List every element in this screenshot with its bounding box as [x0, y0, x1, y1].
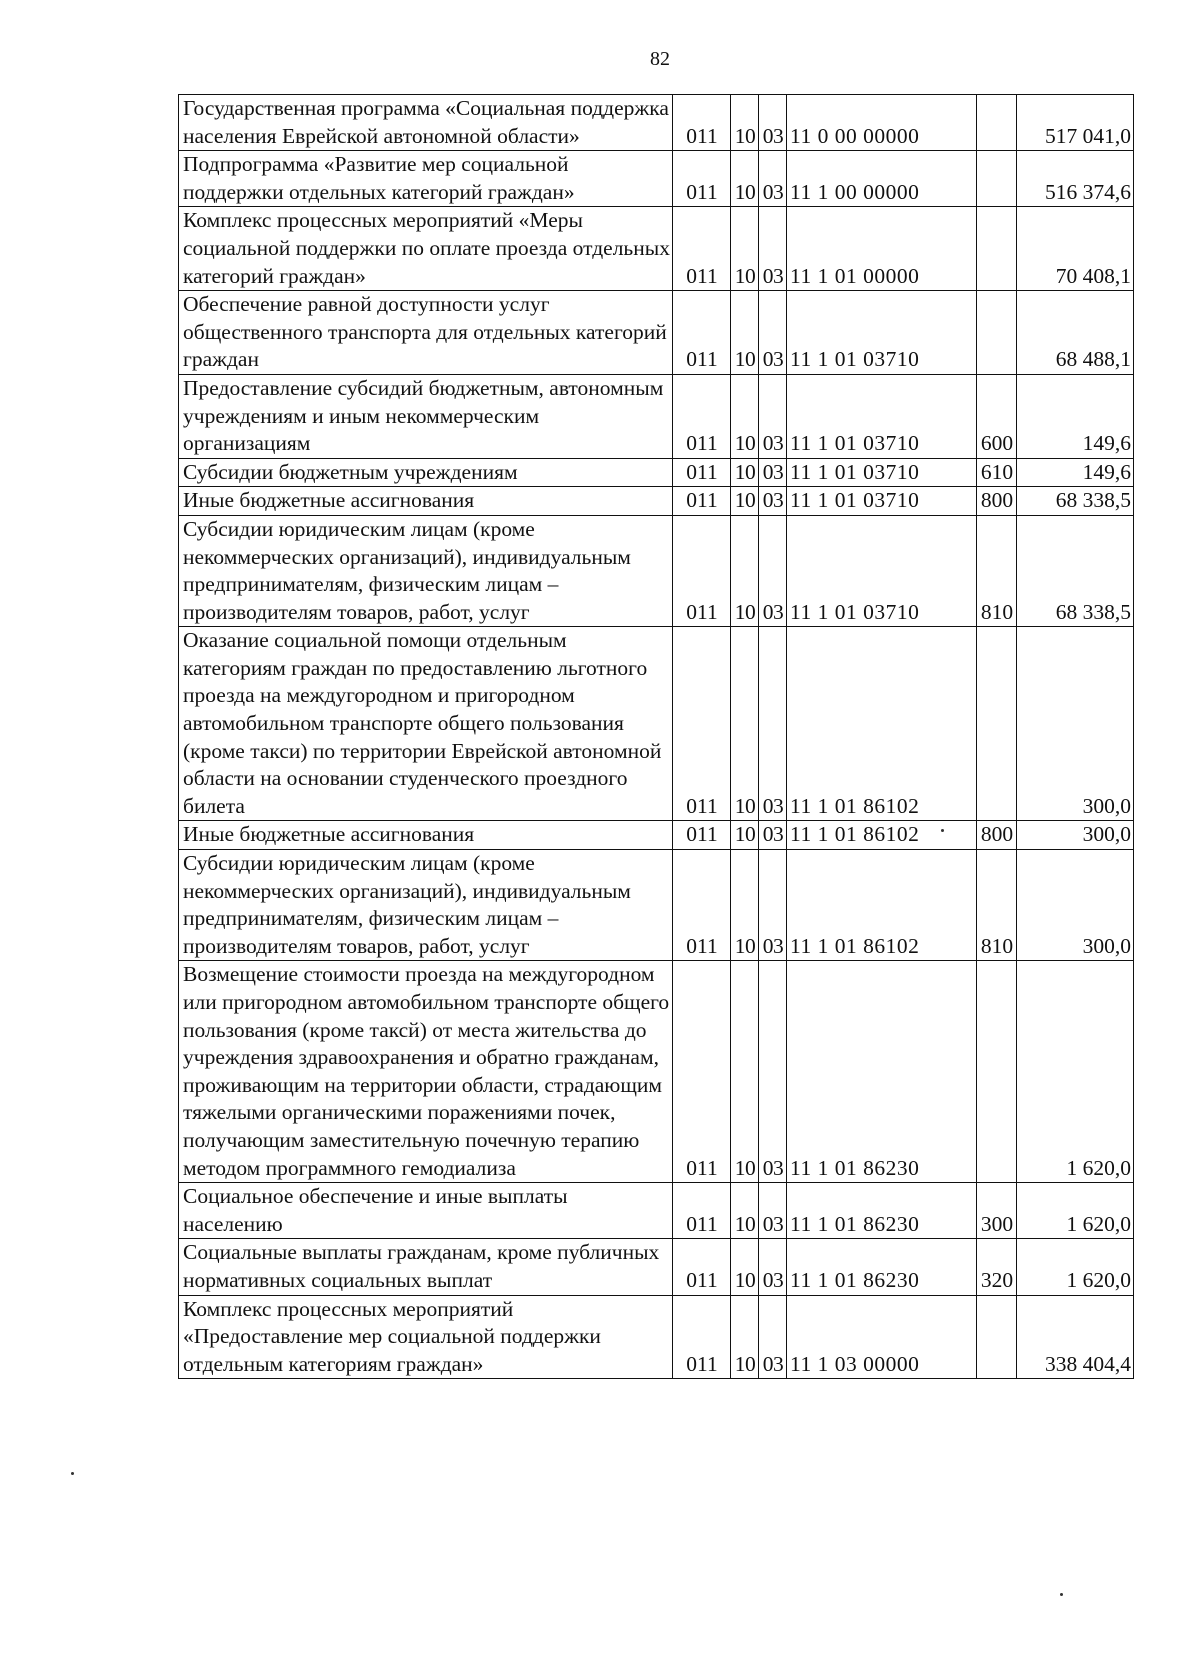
table-row [179, 1183, 1134, 1239]
admin-code: 011 [673, 627, 731, 821]
row-name: Субсидии юридическим лицам (кроме некоммерческих организаций), индивидуальным предпринимателям, физическим лицам – производителям товаров, работ, услуг [179, 515, 673, 626]
expense-type-code: 800 [977, 821, 1017, 850]
expense-type-code: 300 [977, 1183, 1017, 1239]
row-name: Оказание социальной помощи отдельным категориям граждан по предоставлению льготного проезда на междугородном и пригородном автомобильном транспорте общего пользования (кроме такси) по территории Еврейской автономной области на основании студенческого проездного билета [179, 627, 673, 821]
subsection-code: 03 [759, 207, 787, 291]
subsection-code: 03 [759, 95, 787, 151]
admin-code: 011 [673, 961, 731, 1183]
admin-code: 011 [673, 95, 731, 151]
amount: 1 620,0 [1017, 961, 1134, 1183]
target-article-code: 11 1 01 86102 [787, 821, 977, 850]
section-code: 10 [731, 207, 759, 291]
target-article-code: 11 1 03 00000 [787, 1295, 977, 1379]
amount: 68 338,5 [1017, 515, 1134, 626]
subsection-code: 03 [759, 458, 787, 487]
target-article-code: 11 1 01 03710 [787, 487, 977, 516]
expense-type-code [977, 627, 1017, 821]
admin-code: 011 [673, 458, 731, 487]
subsection-code: 03 [759, 1295, 787, 1379]
section-code: 10 [731, 515, 759, 626]
expense-type-code [977, 95, 1017, 151]
amount: 1 620,0 [1017, 1183, 1134, 1239]
amount: 300,0 [1017, 821, 1134, 850]
section-code: 10 [731, 627, 759, 821]
page-number: 82 [650, 48, 670, 70]
amount: 149,6 [1017, 458, 1134, 487]
table-row [179, 95, 1134, 151]
admin-code: 011 [673, 850, 731, 961]
subsection-code: 03 [759, 821, 787, 850]
subsection-code: 03 [759, 961, 787, 1183]
amount: 338 404,4 [1017, 1295, 1134, 1379]
target-article-code: 11 1 01 03710 [787, 374, 977, 458]
section-code: 10 [731, 821, 759, 850]
table-row [179, 151, 1134, 207]
row-name: Социальные выплаты гражданам, кроме публичных нормативных социальных выплат [179, 1239, 673, 1295]
row-name: Субсидии бюджетным учреждениям [179, 458, 673, 487]
table-row [179, 961, 1134, 1183]
target-article-code: 11 1 01 86102 [787, 850, 977, 961]
target-article-code: 11 1 01 86230 [787, 1183, 977, 1239]
expense-type-code: 810 [977, 515, 1017, 626]
subsection-code: 03 [759, 151, 787, 207]
amount: 300,0 [1017, 850, 1134, 961]
section-code: 10 [731, 850, 759, 961]
admin-code: 011 [673, 207, 731, 291]
expense-type-code [977, 151, 1017, 207]
subsection-code: 03 [759, 627, 787, 821]
target-article-code: 11 1 00 00000 [787, 151, 977, 207]
table-row [179, 1295, 1134, 1379]
admin-code: 011 [673, 1239, 731, 1295]
admin-code: 011 [673, 374, 731, 458]
expense-type-code [977, 1295, 1017, 1379]
scan-speck [71, 1472, 74, 1475]
table-row [179, 850, 1134, 961]
section-code: 10 [731, 151, 759, 207]
table-row [179, 291, 1134, 375]
row-name: Иные бюджетные ассигнования [179, 821, 673, 850]
table-row [179, 515, 1134, 626]
target-article-code: 11 1 01 86230 [787, 1239, 977, 1295]
target-article-code: 11 1 01 86230 [787, 961, 977, 1183]
subsection-code: 03 [759, 374, 787, 458]
section-code: 10 [731, 374, 759, 458]
amount: 516 374,6 [1017, 151, 1134, 207]
admin-code: 011 [673, 1183, 731, 1239]
row-name: Подпрограмма «Развитие мер социальной поддержки отдельных категорий граждан» [179, 151, 673, 207]
target-article-code: 11 1 01 03710 [787, 458, 977, 487]
row-name: Комплекс процессных мероприятий «Предоставление мер социальной поддержки отдельным категориям граждан» [179, 1295, 673, 1379]
row-name: Возмещение стоимости проезда на междугородном или пригородном автомобильном транспорте общего пользования (кроме таксй) от места жительства до учреждения здравоохранения и обратно гражданам, проживающим на территории области, страдающим тяжелыми органическими поражениями почек, получающим заместительную почечную терапию методом программного гемодиализа [179, 961, 673, 1183]
expense-type-code: 610 [977, 458, 1017, 487]
expense-type-code: 800 [977, 487, 1017, 516]
expense-type-code [977, 961, 1017, 1183]
expense-type-code [977, 291, 1017, 375]
subsection-code: 03 [759, 850, 787, 961]
table-row [179, 821, 1134, 850]
section-code: 10 [731, 1183, 759, 1239]
amount: 1 620,0 [1017, 1239, 1134, 1295]
admin-code: 011 [673, 151, 731, 207]
row-name: Иные бюджетные ассигнования [179, 487, 673, 516]
target-article-code: 11 0 00 00000 [787, 95, 977, 151]
row-name: Обеспечение равной доступности услуг общественного транспорта для отдельных категорий граждан [179, 291, 673, 375]
admin-code: 011 [673, 291, 731, 375]
table-row [179, 627, 1134, 821]
amount: 68 338,5 [1017, 487, 1134, 516]
row-name: Предоставление субсидий бюджетным, автономным учреждениям и иным некоммерческим организациям [179, 374, 673, 458]
amount: 300,0 [1017, 627, 1134, 821]
admin-code: 011 [673, 515, 731, 626]
subsection-code: 03 [759, 515, 787, 626]
expense-type-code: 600 [977, 374, 1017, 458]
subsection-code: 03 [759, 1183, 787, 1239]
admin-code: 011 [673, 821, 731, 850]
amount: 70 408,1 [1017, 207, 1134, 291]
section-code: 10 [731, 458, 759, 487]
section-code: 10 [731, 1239, 759, 1295]
section-code: 10 [731, 961, 759, 1183]
subsection-code: 03 [759, 291, 787, 375]
budget-table-body [179, 95, 1134, 1379]
target-article-code: 11 1 01 86102 [787, 627, 977, 821]
expense-type-code: 320 [977, 1239, 1017, 1295]
scan-speck [1060, 1593, 1063, 1596]
table-row [179, 207, 1134, 291]
row-name: Субсидии юридическим лицам (кроме некоммерческих организаций), индивидуальным предпринимателям, физическим лицам – производителям товаров, работ, услуг [179, 850, 673, 961]
target-article-code: 11 1 01 03710 [787, 515, 977, 626]
budget-table [178, 94, 1134, 1379]
target-article-code: 11 1 01 03710 [787, 291, 977, 375]
expense-type-code: 810 [977, 850, 1017, 961]
subsection-code: 03 [759, 487, 787, 516]
row-name: Государственная программа «Социальная поддержка населения Еврейской автономной области» [179, 95, 673, 151]
amount: 149,6 [1017, 374, 1134, 458]
admin-code: 011 [673, 487, 731, 516]
admin-code: 011 [673, 1295, 731, 1379]
row-name: Социальное обеспечение и иные выплаты населению [179, 1183, 673, 1239]
row-name: Комплекс процессных мероприятий «Меры социальной поддержки по оплате проезда отдельных категорий граждан» [179, 207, 673, 291]
section-code: 10 [731, 487, 759, 516]
amount: 517 041,0 [1017, 95, 1134, 151]
table-row [179, 458, 1134, 487]
table-row [179, 374, 1134, 458]
table-row [179, 1239, 1134, 1295]
scan-speck [941, 829, 944, 832]
subsection-code: 03 [759, 1239, 787, 1295]
target-article-code: 11 1 01 00000 [787, 207, 977, 291]
section-code: 10 [731, 291, 759, 375]
section-code: 10 [731, 95, 759, 151]
amount: 68 488,1 [1017, 291, 1134, 375]
expense-type-code [977, 207, 1017, 291]
section-code: 10 [731, 1295, 759, 1379]
table-row [179, 487, 1134, 516]
